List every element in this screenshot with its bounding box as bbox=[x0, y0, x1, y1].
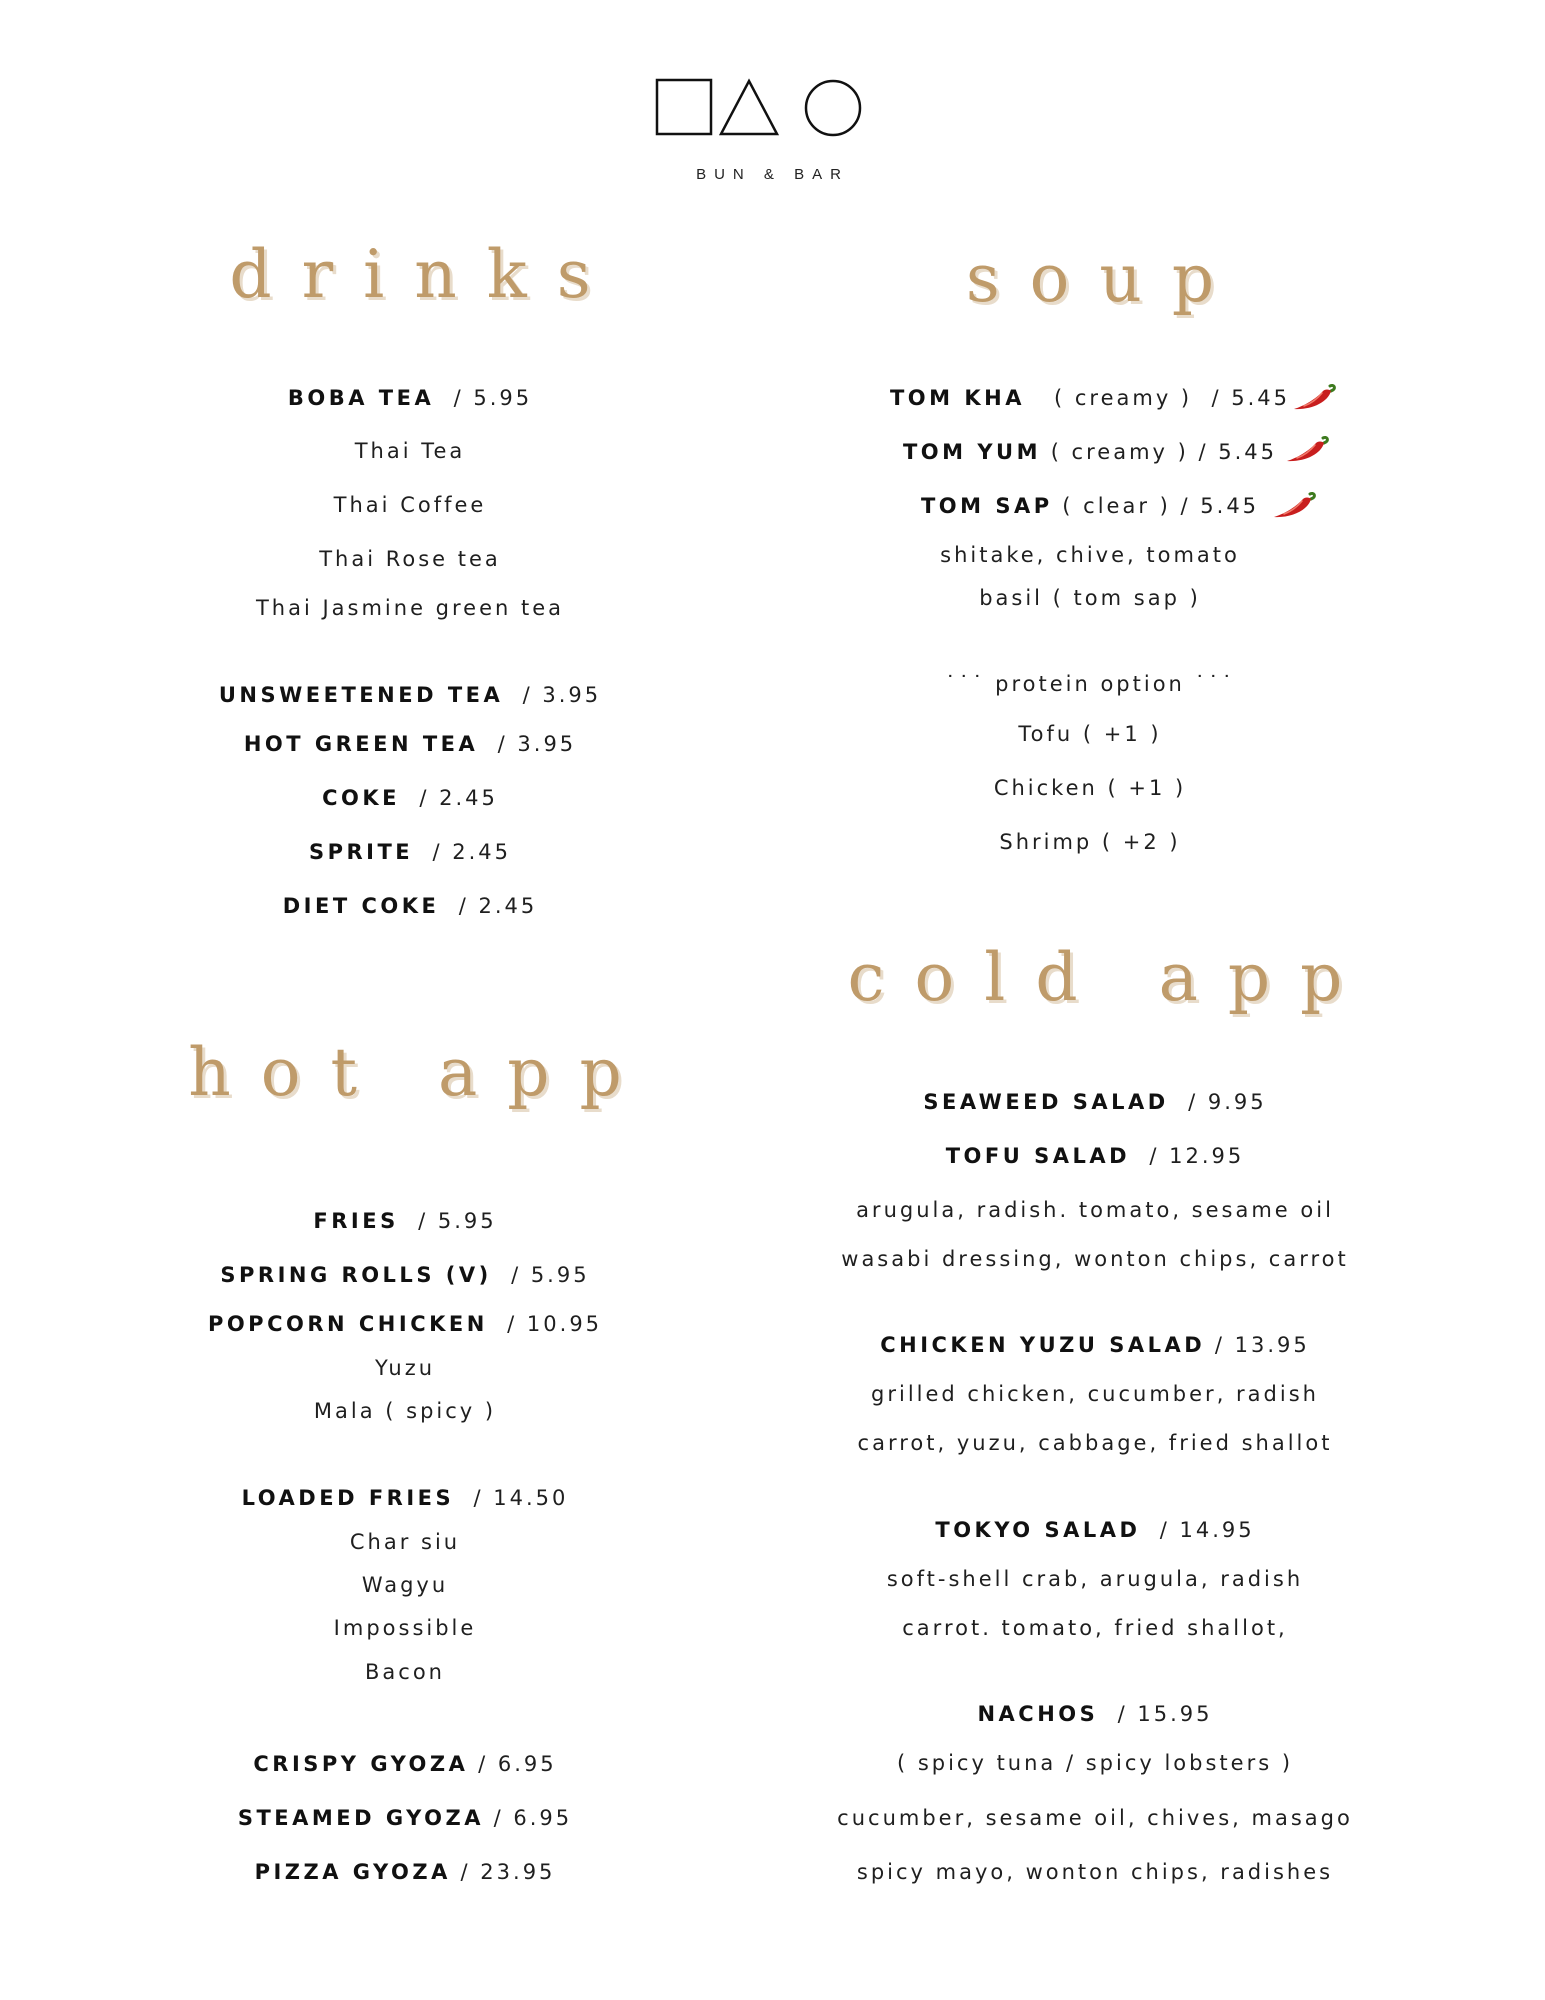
hot-app-heading: hot app bbox=[188, 1034, 652, 1111]
item-price: / 3.95 bbox=[522, 683, 602, 707]
item-name: COKE bbox=[322, 786, 400, 810]
menu-option: Thai Tea bbox=[354, 439, 466, 463]
menu-option: Yuzu bbox=[374, 1356, 436, 1380]
item-name: TOM YUM bbox=[902, 440, 1041, 464]
item-name: FRIES bbox=[313, 1209, 399, 1233]
hot-app-section bbox=[55, 0, 755, 2000]
item-name: HOT GREEN TEA bbox=[243, 732, 479, 756]
item-note: ( creamy ) bbox=[1050, 440, 1189, 464]
menu-option: wasabi dressing, wonton chips, carrot bbox=[841, 1247, 1349, 1271]
cold-app-heading: cold app bbox=[847, 939, 1373, 1016]
item-price: / 2.45 bbox=[432, 840, 512, 864]
menu-option: soft-shell crab, arugula, radish bbox=[886, 1567, 1304, 1591]
menu-item bbox=[745, 1092, 1445, 1113]
item-price: / 10.95 bbox=[507, 1312, 603, 1336]
item-price: / 9.95 bbox=[1188, 1090, 1267, 1114]
brand-name: BUN & BAR bbox=[696, 166, 849, 183]
item-price: / 3.95 bbox=[497, 732, 577, 756]
item-name: SPRITE bbox=[308, 840, 414, 864]
menu-option: grilled chicken, cucumber, radish bbox=[871, 1382, 1319, 1406]
menu-option: Impossible bbox=[333, 1616, 477, 1640]
item-name: DIET COKE bbox=[282, 894, 440, 918]
menu-item bbox=[745, 1335, 1445, 1356]
menu-item bbox=[55, 1211, 755, 1232]
menu-option: arugula, radish. tomato, sesame oil bbox=[856, 1198, 1334, 1222]
menu-option: carrot. tomato, fried shallot, bbox=[902, 1616, 1288, 1640]
menu-option: spicy mayo, wonton chips, radishes bbox=[856, 1860, 1334, 1884]
item-price: / 5.45 bbox=[1211, 386, 1291, 410]
item-price: / 14.50 bbox=[473, 1486, 569, 1510]
item-name: LOADED FRIES bbox=[241, 1486, 455, 1510]
item-price: / 6.95 bbox=[493, 1806, 573, 1830]
item-name: SEAWEED SALAD bbox=[923, 1090, 1169, 1114]
item-price: / 2.45 bbox=[419, 786, 498, 810]
menu-item bbox=[745, 1146, 1445, 1167]
item-name: UNSWEETENED TEA bbox=[218, 683, 504, 707]
menu-item bbox=[55, 1314, 755, 1335]
item-name: CHICKEN YUZU SALAD bbox=[880, 1333, 1206, 1357]
menu-option: Chicken ( +1 ) bbox=[993, 776, 1187, 800]
item-price: / 5.95 bbox=[453, 386, 533, 410]
item-price: / 23.95 bbox=[460, 1860, 556, 1884]
item-name: SPRING ROLLS (V) bbox=[220, 1263, 492, 1287]
item-name: CRISPY GYOZA bbox=[253, 1752, 469, 1776]
menu-option: ( spicy tuna / spicy lobsters ) bbox=[896, 1751, 1294, 1775]
menu-item bbox=[745, 1520, 1445, 1541]
menu-option: Thai Jasmine green tea bbox=[255, 596, 565, 620]
item-price: / 14.95 bbox=[1159, 1518, 1255, 1542]
item-name: TOFU SALAD bbox=[945, 1144, 1131, 1168]
cold-app-section bbox=[745, 0, 1445, 2000]
item-name: TOKYO SALAD bbox=[935, 1518, 1141, 1542]
item-name: NACHOS bbox=[977, 1702, 1099, 1726]
item-name: BOBA TEA bbox=[287, 386, 435, 410]
item-name: TOM SAP bbox=[920, 494, 1053, 518]
item-price: / 5.95 bbox=[511, 1263, 590, 1287]
menu-option: cucumber, sesame oil, chives, masago bbox=[837, 1806, 1353, 1830]
item-name: PIZZA GYOZA bbox=[254, 1860, 451, 1884]
item-price: / 12.95 bbox=[1149, 1144, 1245, 1168]
item-price: / 2.45 bbox=[458, 894, 538, 918]
soup-heading: soup bbox=[965, 240, 1245, 317]
item-price: / 5.45 bbox=[1198, 440, 1278, 464]
menu-option: Bacon bbox=[365, 1660, 445, 1684]
menu-option: carrot, yuzu, cabbage, fried shallot bbox=[857, 1431, 1333, 1455]
drinks-heading: drinks bbox=[229, 236, 621, 313]
item-name: TOM KHA bbox=[889, 386, 1025, 410]
item-price: / 6.95 bbox=[478, 1752, 557, 1776]
menu-item bbox=[55, 1808, 755, 1829]
menu-option: Thai Rose tea bbox=[319, 547, 501, 571]
item-name: POPCORN CHICKEN bbox=[207, 1312, 488, 1336]
menu-item bbox=[745, 1704, 1445, 1725]
item-price: / 15.95 bbox=[1117, 1702, 1213, 1726]
item-note: ( creamy ) bbox=[1054, 386, 1193, 410]
menu-option: Char siu bbox=[349, 1530, 461, 1554]
menu-item bbox=[55, 1754, 755, 1775]
menu-item bbox=[55, 1862, 755, 1883]
menu-option: shitake, chive, tomato bbox=[940, 543, 1240, 567]
item-price: / 13.95 bbox=[1214, 1333, 1310, 1357]
menu-option: Thai Coffee bbox=[333, 493, 487, 517]
protein-option-label: ˙˙˙ protein option ˙˙˙ bbox=[944, 672, 1236, 696]
menu-option: Tofu ( +1 ) bbox=[1018, 722, 1162, 746]
item-name: STEAMED GYOZA bbox=[237, 1806, 484, 1830]
menu-option: basil ( tom sap ) bbox=[979, 586, 1201, 610]
item-note: ( clear ) bbox=[1062, 494, 1171, 518]
item-price: / 5.45 bbox=[1180, 494, 1260, 518]
menu-option: Mala ( spicy ) bbox=[313, 1399, 497, 1423]
menu-item bbox=[55, 1265, 755, 1286]
menu-option: Shrimp ( +2 ) bbox=[999, 830, 1181, 854]
menu-item bbox=[55, 1488, 755, 1509]
item-price: / 5.95 bbox=[418, 1209, 497, 1233]
menu-option: Wagyu bbox=[361, 1573, 449, 1597]
